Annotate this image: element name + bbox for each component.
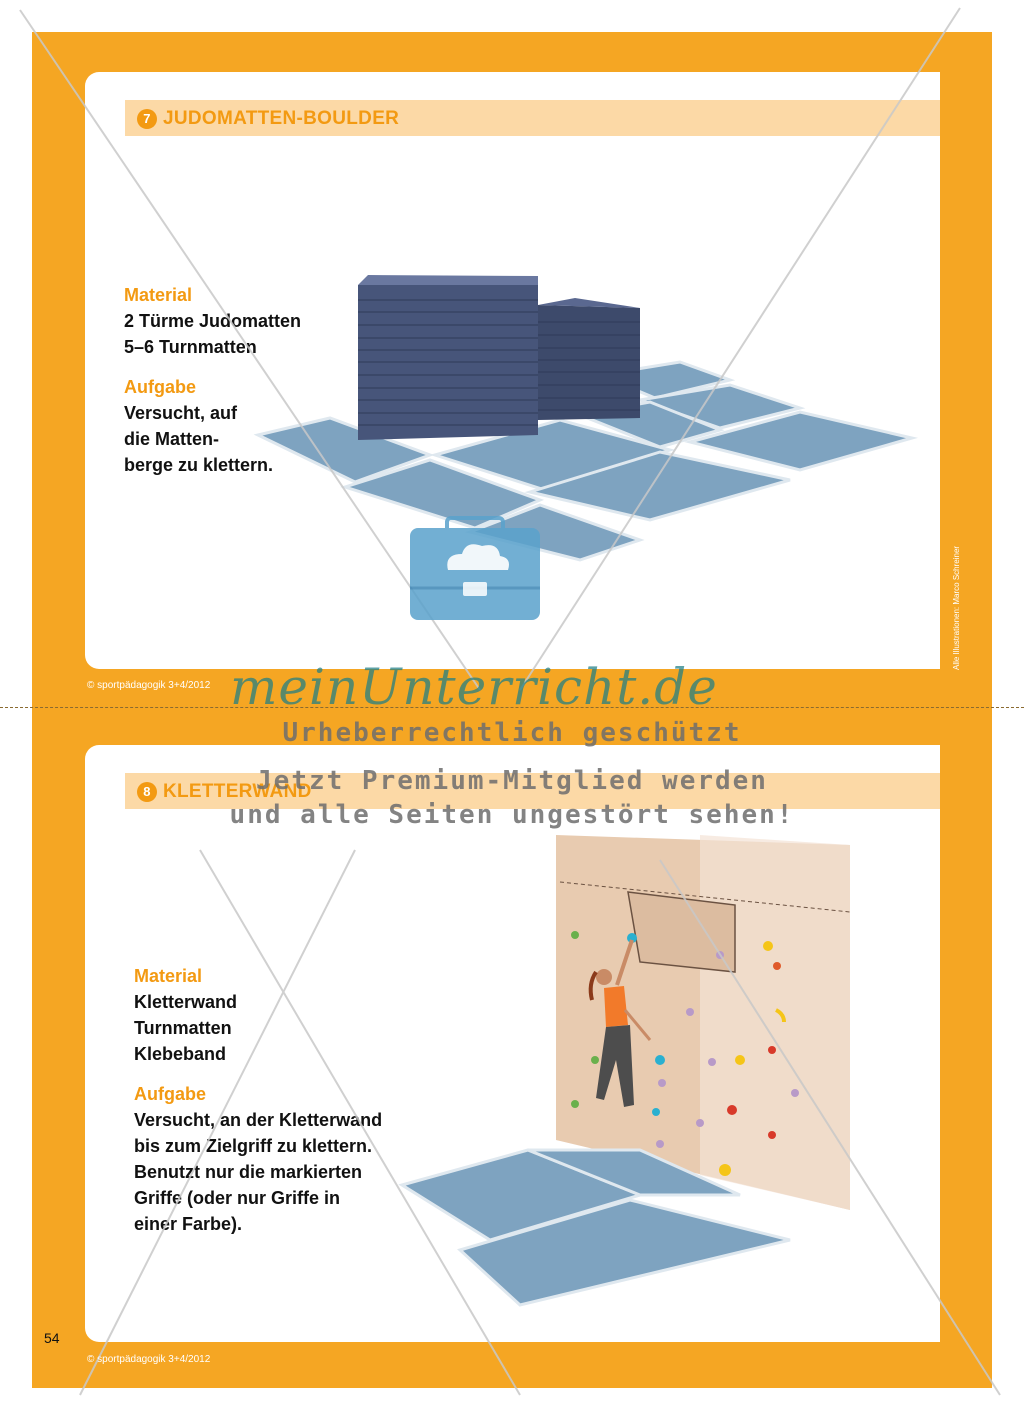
- card2-material-item: Turnmatten: [134, 1018, 232, 1038]
- briefcase-cloud-icon: [410, 518, 540, 620]
- card1-number: 7: [137, 109, 157, 129]
- card2-material-item: Kletterwand: [134, 992, 238, 1012]
- watermark-line-3: und alle Seiten ungestört sehen!: [229, 800, 795, 830]
- illustration-credit: Alle Illustrationen: Marco Schreiner: [952, 545, 961, 670]
- card2-aufgabe-line: bis zum Zielgriff zu klettern.: [134, 1136, 373, 1156]
- card1-aufgabe-line: die Matten-: [124, 429, 220, 449]
- card1-material-label: Material: [124, 285, 193, 305]
- card2-aufgabe-label: Aufgabe: [134, 1084, 206, 1104]
- judomatten-towers-illustration: [358, 275, 640, 440]
- card1-material-item: 5–6 Turnmatten: [124, 337, 257, 357]
- card2-aufgabe-line: Benutzt nur die markierten: [134, 1162, 363, 1182]
- copyright-card1: © sportpädagogik 3+4/2012: [87, 680, 211, 691]
- card1-aufgabe-line: Versucht, auf: [124, 403, 238, 423]
- card2-aufgabe-line: einer Farbe).: [134, 1214, 243, 1234]
- card2-number: 8: [137, 782, 157, 802]
- card1-material-item: 2 Türme Judomatten: [124, 311, 302, 331]
- copyright-card2: © sportpädagogik 3+4/2012: [87, 1354, 211, 1365]
- page-number: 54: [44, 1330, 60, 1346]
- card1-aufgabe-label: Aufgabe: [124, 377, 196, 397]
- card2-material-item: Klebeband: [134, 1044, 227, 1064]
- card2-title-text: KLETTERWAND: [163, 781, 312, 802]
- card2-aufgabe-line: Griffe (oder nur Griffe in: [134, 1188, 341, 1208]
- card1-title-text: JUDOMATTEN-BOULDER: [163, 108, 400, 129]
- card2-material-label: Material: [134, 966, 203, 986]
- watermark-brand: meinUnterricht.de: [230, 658, 718, 716]
- card2-aufgabe-line: Versucht, an der Kletterwand: [134, 1110, 383, 1130]
- watermark-line-1: Urheberrechtlich geschützt: [282, 718, 742, 748]
- watermark-line-2: Jetzt Premium-Mitglied werden: [256, 766, 768, 796]
- card1-aufgabe-line: berge zu klettern.: [124, 455, 274, 475]
